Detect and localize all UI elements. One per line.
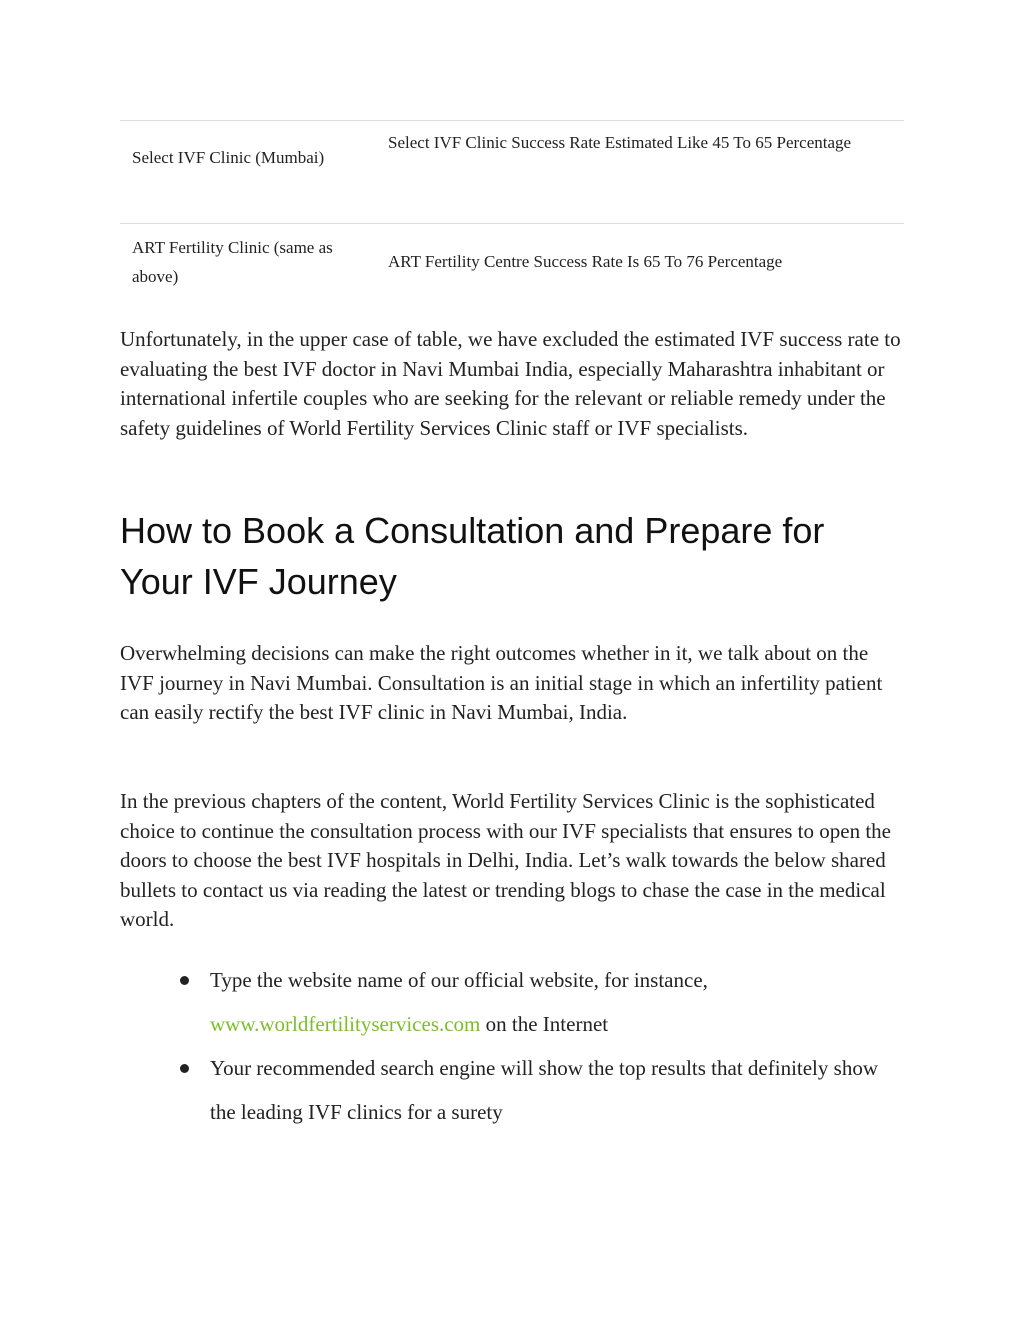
clinic-name-cell: Select IVF Clinic (Mumbai) bbox=[132, 148, 325, 167]
bullet-dot-icon bbox=[180, 976, 189, 985]
bullet-text: Type the website name of our official website, for instance, bbox=[210, 968, 708, 992]
list-item bbox=[180, 1046, 880, 1134]
bullet-text: Your recommended search engine will show the top results that definitely show the leading IVF clinics for a surety bbox=[210, 1056, 878, 1124]
bullet-dot-icon bbox=[180, 1064, 189, 1073]
paragraph-consultation-intro: Overwhelming decisions can make the right outcomes whether in it, we talk about on the IVF journey in Navi Mumbai. Consultation is an initial stage in which an infertility patient can easily rectify the best IVF clinic in Navi Mumbai, India. bbox=[120, 641, 883, 724]
section-heading: How to Book a Consultation and Prepare for Your IVF Journey bbox=[120, 510, 825, 602]
paragraph-table-note: Unfortunately, in the upper case of table, we have excluded the estimated IVF success rate to evaluating the best IVF doctor in Navi Mumbai India, especially Maharashtra inhabitant or international infertile couples who are seeking for the relevant or reliable remedy under the safety guidelines of World Fertility Services Clinic staff or IVF specialists. bbox=[120, 327, 901, 440]
clinic-name-cell: ART Fertility Clinic (same as above) bbox=[132, 238, 333, 286]
paragraph-previous-chapters: In the previous chapters of the content, World Fertility Services Clinic is the sophisticated choice to continue the consultation process with our IVF specialists that ensures to open the doors to choose the best IVF hospitals in Delhi, India. Let’s walk towards the below shared bullets to contact us via reading the latest or trending blogs to chase the case in the medical world. bbox=[120, 789, 891, 931]
success-rate-table bbox=[120, 120, 904, 314]
success-rate-cell: ART Fertility Centre Success Rate Is 65 To 76 Percentage bbox=[388, 252, 783, 271]
table-row bbox=[120, 223, 904, 314]
success-rate-cell: Select IVF Clinic Success Rate Estimated Like 45 To 65 Percentage bbox=[388, 133, 852, 152]
bullet-text: on the Internet bbox=[480, 1012, 609, 1036]
bullet-list bbox=[180, 958, 880, 1134]
list-item bbox=[180, 958, 880, 1046]
table-row bbox=[120, 120, 904, 223]
website-link[interactable]: www.worldfertilityservices.com bbox=[210, 1012, 481, 1036]
